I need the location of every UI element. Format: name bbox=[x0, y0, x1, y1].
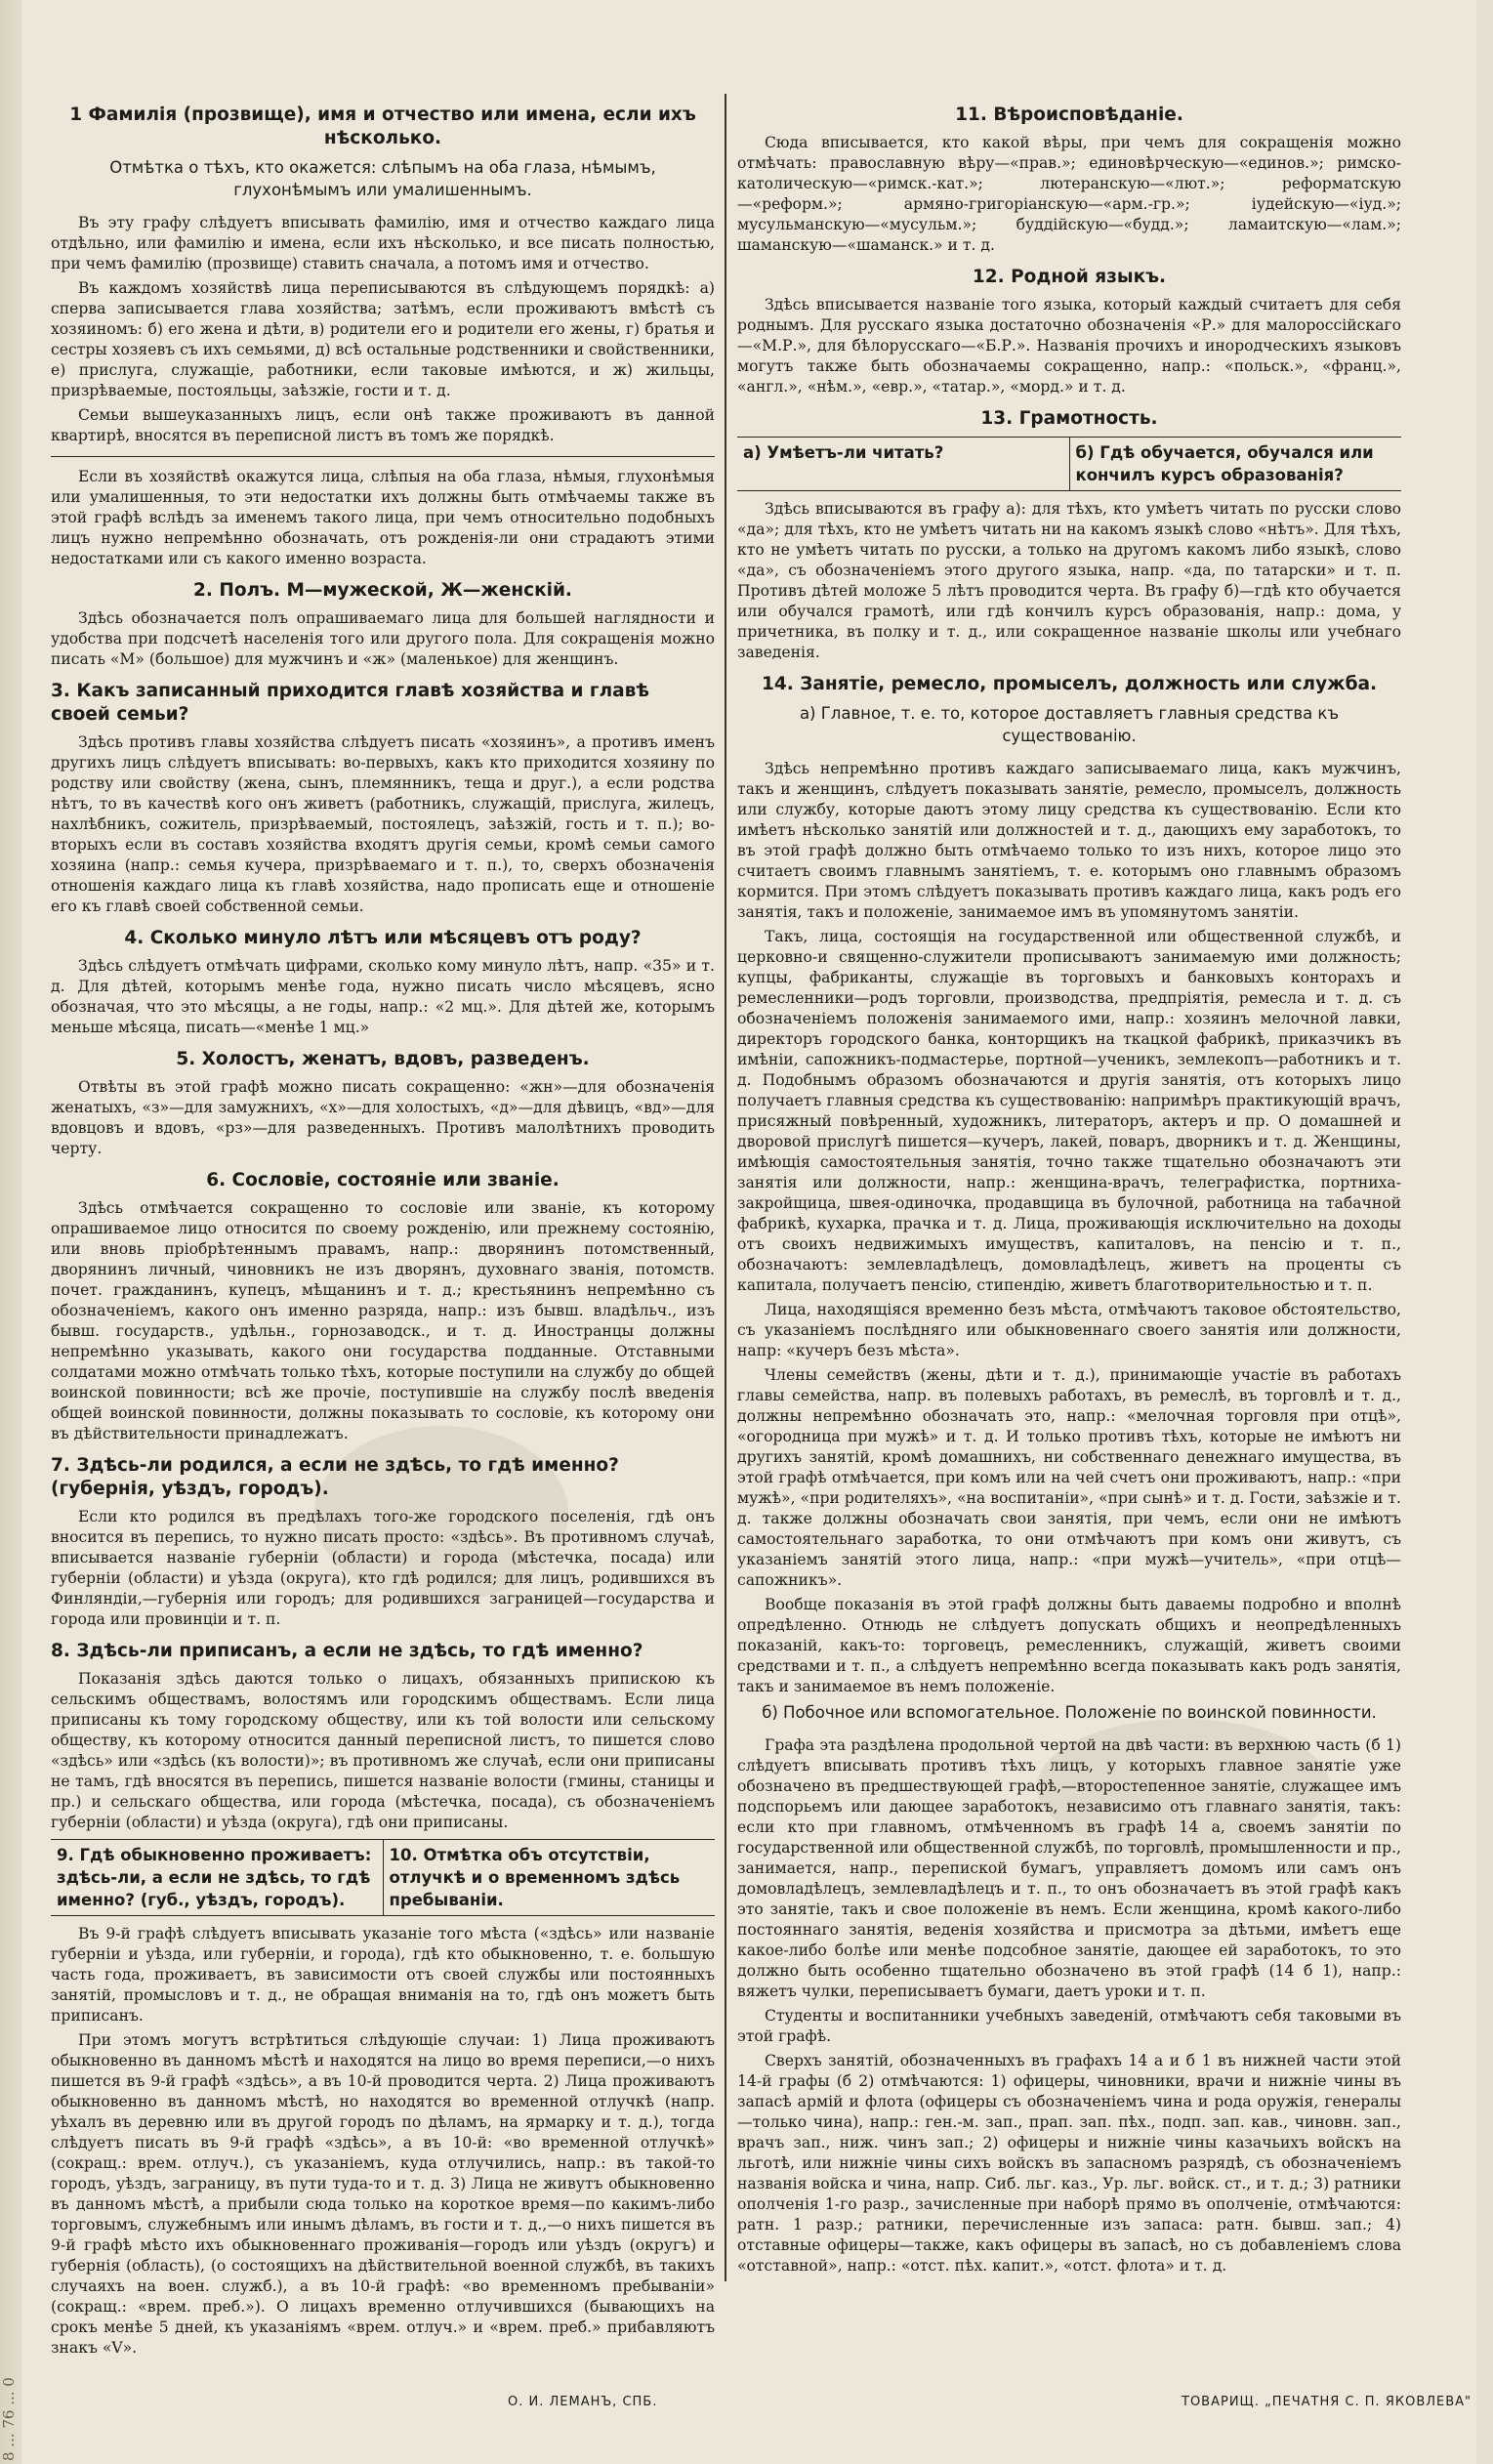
section-13-title: 13. Грамотность. bbox=[980, 408, 1158, 429]
section-13-header bbox=[737, 437, 1401, 491]
section-10-title: 10. Отмѣтка объ отсутствіи, отлучкѣ и о временномъ здѣсь пребываніи. bbox=[383, 1840, 716, 1915]
section-2-title: 2. Полъ. М—мужеской, Ж—женскій. bbox=[193, 580, 572, 601]
section-11-title: 11. Вѣроисповѣданіе. bbox=[955, 104, 1183, 125]
section-14-title: 14. Занятіе, ремесло, промыселъ, должность или служба. bbox=[761, 674, 1377, 694]
section-8-title: 8. Здѣсь-ли приписанъ, а если не здѣсь, то гдѣ именно? bbox=[51, 1641, 643, 1661]
paragraph: Графа эта раздѣлена продольной чертой на двѣ части: въ верхнюю часть (б 1) слѣдуетъ вписывать противъ тѣхъ лицъ, у которыхъ главное занятіе уже обозначено въ предшествующей графѣ,—второстепенное занятіе, служащее имъ подспорьемъ или дающее заработокъ, независимо отъ главнаго занятія, такъ: если кто при главномъ, отмѣченномъ въ графѣ 14 а, своемъ занятіи по государственной или общественной службѣ, по торговлѣ, промышленности и пр., занимается, напр., перепиской бумагъ, управляетъ домомъ или самъ онъ домовладѣлецъ, землевладѣлецъ и т. п., то онъ обозначаетъ въ этой графѣ какъ это занятіе, такъ и свое положеніе въ немъ. Если женщина, кромѣ какого-либо постояннаго занятія, веденія хозяйства и присмотра за дѣтьми, имѣетъ еще какое-либо болѣе или менѣе подсобное занятіе, дающее ей заработокъ, то это должно быть особенно тщательно обозначено въ этой графѣ (14 б 1), напр.: вяжетъ чулки, переписываетъ бумаги, даетъ уроки и т. п. bbox=[737, 1736, 1401, 2000]
paragraph: Отвѣты въ этой графѣ можно писать сокращенно: «жн»—для обозначенія женатыхъ, «з»—для замужнихъ, «х»—для холостыхъ, «д»—для дѣвицъ, «вд»—для вдовцовъ и вдовъ, «рз»—для разведенныхъ. Противъ малолѣтнихъ проводить черту. bbox=[51, 1078, 715, 1157]
margin-note: 8 ... 76 ... 0 bbox=[0, 2377, 18, 2461]
paragraph: Показанія здѣсь даются только о лицахъ, обязанныхъ припискою къ сельскимъ обществамъ, волостямъ или городскимъ обществамъ. Если лица приписаны къ тому городскому обществу, или къ той волости или сельскому обществу, къ которому относится данный переписной листъ, то пишется слово «здѣсь» или «здѣсь (къ волости)»; въ противномъ же случаѣ, если они приписаны не тамъ, гдѣ вносятся въ перепись, пишется названіе волости (гмины, станицы и пр.) и сельскаго общества, или города (мѣстечка, посада), съ обозначеніемъ губерніи (области) и уѣзда (округа), гдѣ они приписаны. bbox=[51, 1670, 715, 1831]
section-13b-title: б) Гдѣ обучается, обучался или кончилъ курсъ образованія? bbox=[1069, 438, 1402, 490]
paragraph: Сюда вписывается, кто какой вѣры, при чемъ для сокращенія можно отмѣчать: православную вѣру—«прав.»; единовѣрческую—«единов.»; римско-католическую—«римск.-кат.»; лютеранскую—«лют.»; реформатскую—«реформ.»; армяно-григоріанскую—«арм.-гр.»; іудейскую—«іуд.»; мусульманскую—«мусульм.»; буддійскую—«будд.»; ламаитскую—«лам.»; шаманскую—«шаманск.» и т. д. bbox=[737, 134, 1401, 254]
section-14a-subtitle: а) Главное, т. е. то, которое доставляетъ главныя средства къ существованію. bbox=[799, 704, 1340, 745]
paragraph: Здѣсь вписываются въ графу а): для тѣхъ, кто умѣетъ читать по русски слово «да»; для тѣхъ, кто не умѣетъ читать ни на какомъ языкѣ слово «нѣтъ». Для тѣхъ, кто не умѣетъ читать по русски, а только на другомъ какомъ либо языкѣ, слово «да», съ обозначеніемъ этого другого языка, напр. «да, по татарски» и т. п. Противъ дѣтей моложе 5 лѣтъ проводится черта. Въ графу б)—гдѣ кто обучается или обучался грамотѣ, или гдѣ кончилъ курсъ образованія, напр.: дома, у причетника, въ полку и т. д., или сокращенное названіе школы или учебнаго заведенія. bbox=[737, 500, 1401, 661]
section-9-title: 9. Гдѣ обыкновенно проживаетъ: здѣсь-ли, а если не здѣсь, то гдѣ именно? (губ., уѣздъ, городъ). bbox=[57, 1846, 372, 1909]
paragraph: Студенты и воспитанники учебныхъ заведеній, отмѣчаютъ себя таковыми въ этой графѣ. bbox=[737, 2007, 1401, 2045]
section-3-title: 3. Какъ записанный приходится главѣ хозяйства и главѣ своей семьи? bbox=[51, 681, 649, 725]
paragraph: Семьи вышеуказанныхъ лицъ, если онѣ также проживаютъ въ данной квартирѣ, вносятся въ переписной листъ въ томъ же порядкѣ. bbox=[51, 406, 715, 444]
paragraph: Члены семействъ (жены, дѣти и т. д.), принимающіе участіе въ работахъ главы семейства, напр. въ полевыхъ работахъ, въ ремеслѣ, въ торговлѣ и т. д., должны непремѣнно обозначать это, напр.: «мелочная торговля при отцѣ», «огородница при мужѣ» и т. д. И только противъ тѣхъ, которые не имѣютъ ни другихъ занятій, кромѣ домашнихъ, ни собственнаго денежнаго имущества, въ этой графѣ отмѣчается, при комъ или на чей счетъ они проживаютъ, напр.: «при мужѣ», «при родителяхъ», «на воспитаніи», «при сынѣ» и т. д. Гости, заѣзжіе и т. д. также должны обозначать свои занятія, при чемъ, если они не имѣютъ самостоятельнаго заработка, то они отмѣчаютъ при комъ они живутъ, съ указаніемъ занятій этого лица, напр.: «при мужѣ—учитель», «при отцѣ—сапожникъ». bbox=[737, 1366, 1401, 1589]
paragraph: Въ каждомъ хозяйствѣ лица переписываются въ слѣдующемъ порядкѣ: а) сперва записывается глава хозяйства; затѣмъ, если проживаютъ вмѣстѣ съ хозяиномъ: б) его жена и дѣти, в) родители его и родители его жены, г) братья и сестры хозяевъ съ ихъ семьями, д) всѣ остальные родственники и свойственники, е) прислуга, служащіе, работники, если таковые имѣются, и ж) жильцы, призрѣваемые, постояльцы, заѣзжіе, гости и т. д. bbox=[51, 279, 715, 399]
paragraph: Въ 9-й графѣ слѣдуетъ вписывать указаніе того мѣста («здѣсь» или названіе губерніи и уѣзда, или губерніи, и города), гдѣ кто обыкновенно, т. е. большую часть года, проживаетъ, въ зависимости отъ своей службы или постоянныхъ занятій, промысловъ и т. д., не обращая вниманія на то, гдѣ онъ можетъ быть приписанъ. bbox=[51, 1925, 715, 2025]
paragraph: Здѣсь вписывается названіе того языка, который каждый считаетъ для себя роднымъ. Для русскаго языка достаточно обозначенія «Р.» для малороссійскаго—«М.Р.», для бѣлорусскаго—«Б.Р.». Названія прочихъ и инородческихъ языковъ могутъ также быть обозначаемы сокращенно, напр.: «польск.», «франц.», «англ.», «нѣм.», «евр.», «татар.», «морд.» и т. д. bbox=[737, 296, 1401, 396]
column-divider bbox=[725, 94, 726, 2281]
section-6-title: 6. Сословіе, состояніе или званіе. bbox=[206, 1170, 560, 1190]
section-4-title: 4. Сколько минуло лѣтъ или мѣсяцевъ отъ роду? bbox=[124, 928, 642, 948]
paragraph: Здѣсь противъ главы хозяйства слѣдуетъ писать «хозяинъ», а противъ именъ другихъ лицъ слѣдуетъ вписывать: во-первыхъ, какъ кто приходится хозяину по родству или свойству (жена, сынъ, племянникъ, теща и друг.), а если родства нѣтъ, то въ качествѣ кого онъ живетъ (работникъ, служащій, прислуга, жилецъ, нахлѣбникъ, сожитель, призрѣваемый, постоялецъ, заѣзжій, гость и т. п.); во-вторыхъ если въ составъ хозяйства входятъ другія семьи, кромѣ семьи самого хозяина (напр.: семья кучера, призрѣваемаго и т. п.), то, сверхъ обозначенія отношенія каждаго лица къ главѣ хозяйства, надо прописать еще и отношеніе его къ главѣ своей собственной семьи. bbox=[51, 733, 715, 915]
paragraph: Вообще показанія въ этой графѣ должны быть даваемы подробно и вполнѣ опредѣленно. Отнюдь не слѣдуетъ допускать общихъ и неопредѣленныхъ показаній, какъ-то: торговецъ, ремесленникъ, служащій, живетъ своими средствами и т. п., а слѣдуетъ непремѣнно всегда показывать какъ родъ занятія, такъ и занимаемое въ немъ положеніе. bbox=[737, 1596, 1401, 1695]
section-1-title: 1 Фамилія (прозвище), имя и отчество или имена, если ихъ нѣсколько. bbox=[69, 104, 696, 148]
section-rule bbox=[51, 456, 715, 457]
section-14b-subtitle: б) Побочное или вспомогательное. Положеніе по воинской повинности. bbox=[762, 1703, 1377, 1722]
section-12-title: 12. Родной языкъ. bbox=[972, 267, 1167, 287]
paragraph: Здѣсь обозначается полъ опрашиваемаго лица для большей наглядности и удобства при подсчетѣ населенія того или другого пола. Для сокращенія можно писать «М» (большое) для мужчинъ и «ж» (маленькое) для женщинъ. bbox=[51, 609, 715, 668]
section-5-title: 5. Холостъ, женатъ, вдовъ, разведенъ. bbox=[176, 1049, 590, 1069]
left-column bbox=[51, 94, 715, 2360]
paragraph: При этомъ могутъ встрѣтиться слѣдующіе случаи: 1) Лица проживаютъ обыкновенно въ данномъ мѣстѣ и находятся на лицо во время переписи,—о нихъ пишется въ 9-й графѣ «здѣсь», а въ 10-й проводится черта. 2) Лица проживаютъ обыкновенно въ данномъ мѣстѣ, но находятся во временной отлучкѣ (напр. уѣхалъ въ деревню или въ другой городъ по дѣламъ, на ярмарку и т. д.), тогда слѣдуетъ писать въ 9-й графѣ «здѣсь», а въ 10-й: «во временной отлучкѣ» (сокращ.: врем. отлуч.), съ указаніемъ, куда отлучились, напр.: въ такой-то городъ, уѣздъ, заграницу, въ пути туда-то и т. д. 3) Лица не живутъ обыкновенно въ данномъ мѣстѣ, а прибыли сюда только на короткое время—по какимъ-либо торговымъ, служебнымъ или инымъ дѣламъ, въ гости и т. д.,—о нихъ пишется въ 9-й графѣ мѣсто ихъ обыкновеннаго проживанія—городъ или уѣздъ (округъ) и губернія (область), (о состоящихъ на дѣйствительной военной службѣ, въ такихъ случаяхъ на воен. служб.), а въ 10-й графѣ: «во временномъ пребываніи» (сокращ.: «врем. преб.»). О лицахъ временно отлучившихся (бывающихъ на срокъ менѣе 5 дней, къ указаніямъ «врем. отлуч.» и «врем. преб.» прибавляютъ знакъ «V». bbox=[51, 2031, 715, 2357]
paragraph: Сверхъ занятій, обозначенныхъ въ графахъ 14 а и б 1 въ нижней части этой 14-й графы (б 2) отмѣчаются: 1) офицеры, чиновники, врачи и нижніе чины въ запасѣ армій и флота (офицеры съ обозначеніемъ чина и рода оружія, генералы—только чина), напр.: ген.-м. зап., прап. зап. пѣх., подп. зап. кав., чиновн. зап., врачъ зап., ниж. чинъ зап.; 2) офицеры и нижніе чины казачьихъ войскъ на льготѣ, или нижніе чины сихъ войскъ въ запасномъ разрядѣ, съ обозначеніемъ названія войска и чина, напр. Сиб. льг. каз., Ур. льг. войск. ст., и т. д.; 3) ратники ополченія 1-го разр., зачисленные при наборѣ прямо въ ополченіе, отмѣчаются: ратн. 1 разр.; ратники, перечисленные изъ запаса: ратн. бывш. зап.; 4) отставные офицеры—также, какъ офицеры въ запасѣ, но съ добавленіемъ слова «отставной», напр.: «отст. пѣх. капит.», «отст. флота» и т. д. bbox=[737, 2052, 1401, 2275]
paragraph: Такъ, лица, состоящія на государственной или общественной службѣ, и церковно-и священно-служители прописываютъ занимаемую ими должность; купцы, фабриканты, служащіе въ торговыхъ и банковыхъ конторахъ и ремесленники—родъ торговли, производства, предпріятія, ремесла и т. д. съ обозначеніемъ положенія занимаемого ими, напр.: хозяинъ мелочной лавки, директоръ городского банка, конторщикъ на ткацкой фабрикѣ, приказчикъ въ имѣніи, сапожникъ-подмастерье, портной—ученикъ, землекопъ—работникъ и т. д. Подобнымъ образомъ обозначаются и другія занятія, отъ которыхъ лицо получаетъ главныя средства къ существованію: напримѣръ практикующій врачъ, присяжный повѣренный, художникъ, литераторъ, актеръ и пр. О домашней и дворовой прислугѣ пишется—кучеръ, лакей, поваръ, дворникъ и т. д. Женщины, имѣющія самостоятельныя занятія, точно также тщательно обозначаютъ эти занятія или должности, напр.: женщина-врачъ, телеграфистка, портниха-закройщица, швея-одиночка, продавщица въ булочной, работница на табачной фабрикѣ, кухарка, прачка и т. д. Лица, проживающія исключительно на доходы отъ своихъ недвижимыхъ имуществъ, капиталовъ, на пенсію и т. п., обозначаютъ: землевладѣлецъ, домовладѣлецъ, живетъ на проценты съ капитала, получаетъ пенсію, стипендію, живетъ благотворительностью и т. п. bbox=[737, 928, 1401, 1294]
paragraph: Если кто родился въ предѣлахъ того-же городского поселенія, гдѣ онъ вносится въ перепись, то нужно писать просто: «здѣсь». Въ противномъ случаѣ, вписывается названіе губерніи (области) и города (мѣстечка, посада) или губерніи (области) и уѣзда (округа), кто гдѣ родился; для лицъ, родившихся въ Финляндіи,—губернія или городъ; для родившихся заграницей—государства и города или провинціи и т. п. bbox=[51, 1508, 715, 1628]
paragraph: Здѣсь слѣдуетъ отмѣчать цифрами, сколько кому минуло лѣтъ, напр. «35» и т. д. Для дѣтей, которымъ менѣе года, нужно писать число мѣсяцевъ, ясно обозначая, что это мѣсяцы, а не годы, напр.: «2 мц.». Для дѣтей же, которымъ меньше мѣсяца, писать—«менѣе 1 мц.» bbox=[51, 957, 715, 1036]
paragraph: Здѣсь непремѣнно противъ каждаго записываемаго лица, какъ мужчинъ, такъ и женщинъ, слѣдуетъ показывать занятіе, ремесло, промыселъ, должность или службу, которые даютъ этому лицу средства къ существованію. Если кто имѣетъ нѣсколько занятій или должностей и т. д., дающихъ ему заработокъ, то въ этой графѣ должно быть отмѣчаемо только то изъ нихъ, которое лицо это считаетъ своимъ главнымъ занятіемъ, т. е. которымъ оно главнымъ образомъ кормится. При этомъ слѣдуетъ показывать противъ каждаго лица, какъ родъ его занятія, такъ и положеніе, занимаемое имъ въ упомянутомъ занятіи. bbox=[737, 760, 1401, 921]
right-column bbox=[737, 94, 1401, 2360]
printer-imprint-right: ТОВАРИЩ. „ПЕЧАТНЯ С. П. ЯКОВЛЕВА" bbox=[1182, 2395, 1472, 2409]
paragraph: Здѣсь отмѣчается сокращенно то сословіе или званіе, къ которому опрашиваемое лицо относится по своему рожденію, или прежнему состоянію, или вновь пріобрѣтеннымъ правамъ, напр.: дворянинъ потомственный, дворянинъ личный, чиновникъ не изъ дворянъ, духовнаго званія, потомств. почет. гражданинъ, купецъ, мѣщанинъ и т. д.; крестьянинъ непремѣнно съ обозначеніемъ, какого онъ именно разряда, напр.: изъ бывш. владѣльч., изъ бывш. государств., удѣльн., горнозаводск., и т. д. Иностранцы должны непремѣнно указывать, какого они государства подданные. Отставными солдатами можно отмѣчать только тѣхъ, которые поступили на службу до общей воинской повинности; всѣ же прочіе, поступившіе на службу послѣ введенія общей воинской повинности, должны показывать то сословіе, къ которому они въ дѣйствительности принадлежатъ. bbox=[51, 1199, 715, 1442]
page-margin-strip bbox=[0, 0, 21, 2464]
printer-imprint-left: О. И. ЛЕМАНЪ, СПБ. bbox=[508, 2395, 658, 2409]
section-13a-title: а) Умѣетъ-ли читать? bbox=[743, 443, 944, 462]
section-1-subtitle: Отмѣтка о тѣхъ, кто окажется: слѣпымъ на оба глаза, нѣмымъ, глухонѣмымъ или умалишеннымъ. bbox=[109, 158, 656, 199]
paragraph: Если въ хозяйствѣ окажутся лица, слѣпыя на оба глаза, нѣмыя, глухонѣмыя или умалишенныя, то эти недостатки ихъ должны быть отмѣчаемы также въ этой графѣ вслѣдъ за именемъ такого лица, при чемъ относительно подобныхъ лицъ нужно непремѣнно обозначать, отъ рожденія-ли они страдаютъ этими недостатками или съ какого именно возраста. bbox=[51, 468, 715, 567]
section-7-title: 7. Здѣсь-ли родился, а если не здѣсь, то гдѣ именно? (губернія, уѣздъ, городъ). bbox=[51, 1455, 619, 1499]
paragraph: Въ эту графу слѣдуетъ вписывать фамилію, имя и отчество каждаго лица отдѣльно, или фамилію и имена, если ихъ нѣсколько, и все писать полностью, при чемъ фамилію (прозвище) ставить сначала, а потомъ имя и отчество. bbox=[51, 214, 715, 272]
paragraph: Лица, находящіяся временно безъ мѣста, отмѣчаютъ таковое обстоятельство, съ указаніемъ послѣдняго или обыкновеннаго своего занятія или должности, напр: «кучеръ безъ мѣста». bbox=[737, 1301, 1401, 1359]
section-9-10-header bbox=[51, 1839, 715, 1916]
